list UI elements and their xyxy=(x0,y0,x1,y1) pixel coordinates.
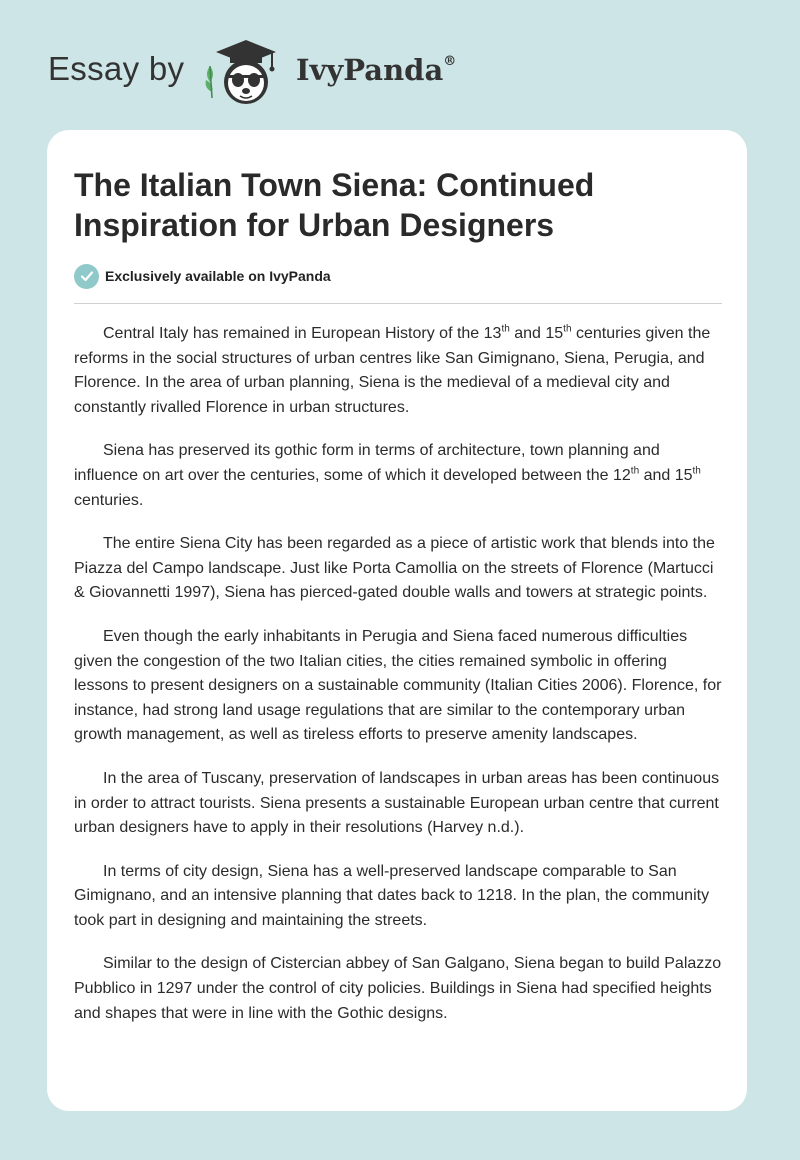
registered-mark: ® xyxy=(443,54,457,70)
exclusive-badge xyxy=(74,263,331,289)
site-header xyxy=(0,0,800,130)
essay-title: The Italian Town Siena: Continued Inspiration for Urban Designers xyxy=(74,167,595,243)
paragraph: Central Italy has remained in European History of the 13th and 15th centuries given the reforms in the social structures of urban centres like San Gimignano, Siena, Perugia, and Florence. In the area of urban planning, Siena is the medieval of a medieval city and constantly rivalled Florence in urban structures. xyxy=(74,323,711,416)
divider xyxy=(74,303,722,304)
paragraph: Even though the early inhabitants in Perugia and Siena faced numerous difficulties given the congestion of the two Italian cities, the cities remained symbolic in offering lessons to present designers on a sustainable community (Italian Cities 2006). Florence, for instance, had strong land usage regulations that are similar to the contemporary urban growth management, as well as tireless efforts to preserve amenity landscapes. xyxy=(74,627,722,744)
essay-by-label: Essay by xyxy=(48,50,185,87)
paragraph: The entire Siena City has been regarded as a piece of artistic work that blends into the Piazza del Campo landscape. Just like Porta Camollia on the streets of Florence (Martucci & Giovannetti 1997), Siena has pierced-gated double walls and towers at strategic points. xyxy=(74,535,715,602)
checkmark-icon xyxy=(74,264,99,289)
essay-body xyxy=(74,322,722,1045)
paragraph: In terms of city design, Siena has a well-preserved landscape comparable to San Gimignano, and an intensive planning that dates back to 1218. In the plan, the community took part in designing and maintaining the streets. xyxy=(74,862,710,929)
exclusive-badge-text: Exclusively available on IvyPanda xyxy=(105,268,331,284)
paragraph: Similar to the design of Cistercian abbey of San Galgano, Siena began to build Palazzo Pubblico in 1297 under the control of city policies. Buildings in Siena had specified heights and shapes that were in line with the Gothic designs. xyxy=(74,955,722,1022)
paragraph: Siena has preserved its gothic form in terms of architecture, town planning and influence on art over the centuries, some of which it developed between the 12th and 15th centuries. xyxy=(74,442,701,509)
panda-graduate-icon[interactable] xyxy=(200,36,292,108)
paragraph: In the area of Tuscany, preservation of landscapes in urban areas has been continuous in order to attract tourists. Siena presents a sustainable European urban centre that current urban designers have to apply in their resolutions (Harvey n.d.). xyxy=(74,769,720,837)
essay-card xyxy=(47,130,747,1111)
brand-name[interactable]: IvyPanda® xyxy=(296,53,457,87)
